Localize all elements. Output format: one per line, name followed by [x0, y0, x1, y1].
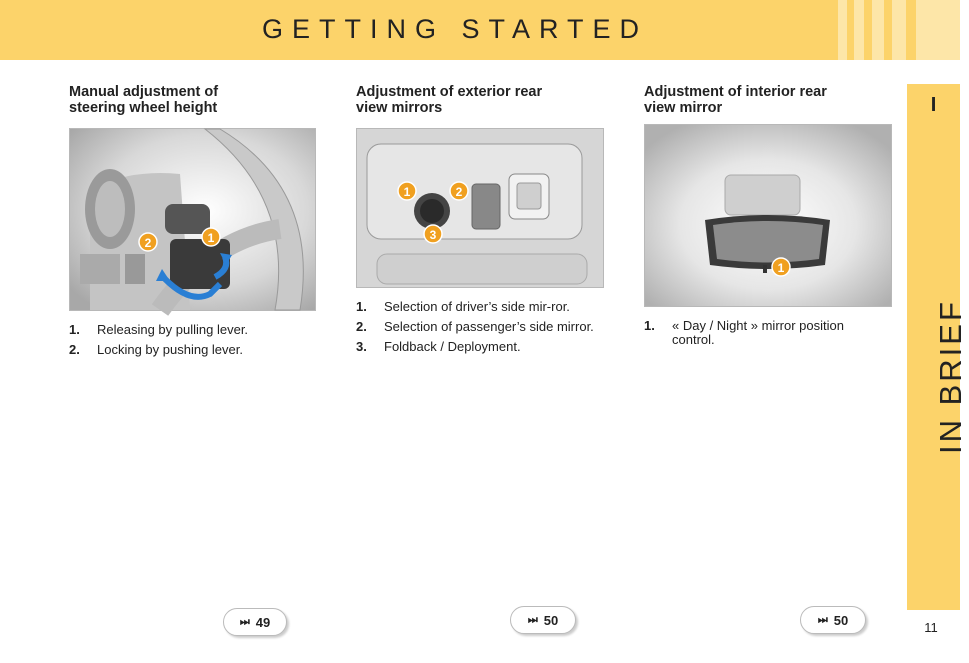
section-exterior-mirrors — [356, 84, 611, 360]
forward-arrows-icon: ⏭ — [817, 613, 828, 626]
callout-1 — [398, 182, 416, 200]
svg-text:1: 1 — [777, 261, 785, 275]
page-header — [0, 0, 960, 60]
instruction-list — [644, 319, 889, 347]
forward-arrows-icon: ⏭ — [527, 613, 538, 626]
svg-text:1: 1 — [403, 185, 411, 199]
list-item: 1. Releasing by pulling lever. — [69, 322, 249, 337]
list-item: 3. Foldback / Deployment. — [356, 339, 521, 354]
callout-2 — [450, 182, 468, 200]
callout-2 — [139, 233, 157, 251]
instruction-list — [356, 300, 601, 354]
page-reference-link[interactable]: ⏭ 49 — [223, 608, 287, 636]
svg-text:2: 2 — [144, 236, 152, 250]
chapter-side-tab — [907, 84, 968, 610]
section-interior-mirror — [644, 84, 899, 353]
section-title: Adjustment of exterior rear view mirrors — [356, 84, 543, 116]
svg-text:1: 1 — [207, 231, 215, 245]
list-item: 1. Selection of driver’s side mir-ror. — [356, 299, 570, 314]
list-item: 1. « Day / Night » mirror position control. — [644, 318, 844, 347]
callout-1 — [772, 258, 790, 276]
section-title: Manual adjustment of steering wheel height — [69, 84, 219, 116]
callout-3 — [424, 225, 442, 243]
page-reference-link[interactable]: ⏭ 50 — [510, 606, 576, 634]
page-reference-link[interactable]: ⏭ 50 — [800, 606, 866, 634]
header-stripes-decoration — [830, 0, 960, 60]
svg-text:3: 3 — [429, 228, 437, 242]
page-number: 11 — [924, 620, 938, 635]
list-item: 2. Selection of passenger’s side mirror. — [356, 319, 594, 334]
chapter-number: I — [930, 94, 937, 116]
list-item: 2. Locking by pushing lever. — [69, 342, 243, 357]
forward-arrows-icon: ⏭ — [239, 615, 250, 628]
instruction-list — [69, 323, 324, 357]
callout-1 — [202, 228, 220, 246]
chapter-label: IN BRIEF — [933, 299, 968, 454]
page-title: GETTING STARTED — [261, 14, 648, 44]
steering-wheel-illustration — [69, 128, 316, 311]
svg-text:2: 2 — [455, 185, 463, 199]
section-title: Adjustment of interior rear view mirror — [644, 84, 827, 116]
section-steering-wheel — [69, 84, 324, 363]
mirror-control-illustration — [356, 128, 604, 288]
interior-mirror-illustration — [644, 124, 892, 307]
